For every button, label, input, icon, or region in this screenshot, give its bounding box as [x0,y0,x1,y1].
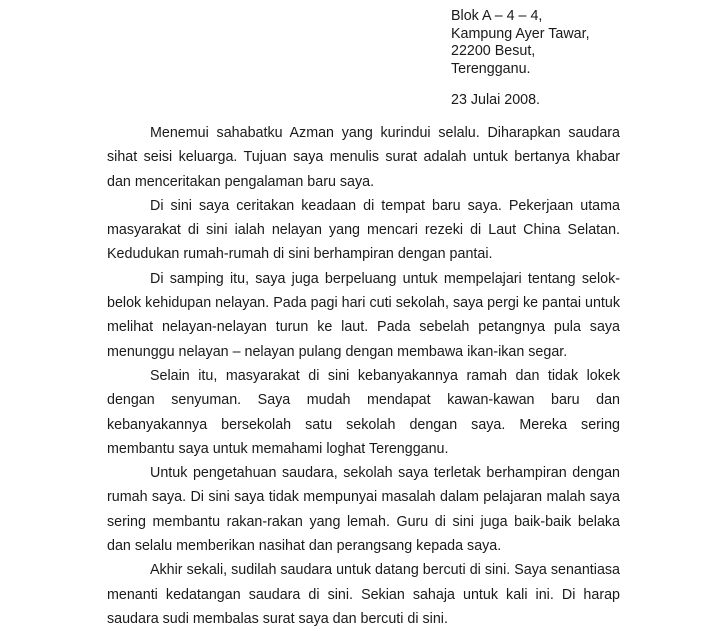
paragraph-school: Untuk pengetahuan saudara, sekolah saya terletak berhampiran dengan rumah saya. Di sini saya tidak mempunyai masalah dalam pelajaran malah saya sering membantu rakan-rakan yang lemah. Guru di sini juga baik-baik belaka dan selalu memberikan nasihat dan perangsang kepada saya. [107,465,620,555]
paragraph-closing: Akhir sekali, sudilah saudara untuk datang bercuti di sini. Saya senantiasa menanti kedatangan saudara di sini. Sekian sahaja untuk kali ini. Di harap saudara sudi membalas surat saya dan bercuti di sini. [107,562,620,627]
letter-date: 23 Julai 2008. [451,92,541,108]
paragraph-community: Selain itu, masyarakat di sini kebanyakannya ramah dan tidak lokek dengan senyuman. Saya mudah mendapat kawan-kawan baru dan kebanyakannya bersekolah satu sekolah dengan saya. Mereka sering membantu saya untuk memahami loghat Terengganu. [107,367,620,457]
address-line: Blok A – 4 – 4, [451,8,543,24]
sender-address [451,8,590,78]
address-line: 22200 Besut, [451,43,536,59]
address-line: Kampung Ayer Tawar, [451,25,590,42]
paragraph-new-place: Di sini saya ceritakan keadaan di tempat baru saya. Pekerjaan utama masyarakat di sini ialah nelayan yang mencari rezeki di Laut China Selatan. Kedudukan rumah-rumah di sini berhampiran dengan pantai. [107,197,620,263]
paragraph-fishermen: Di samping itu, saya juga berpeluang untuk mempelajari tentang selok-belok kehidupan nelayan. Pada pagi hari cuti sekolah, saya pergi ke pantai untuk melihat nelayan-nelayan turun ke laut. Pada sebelah petangnya pula saya menunggu nelayan – nelayan pulang dengan membawa ikan-ikan segar. [107,270,620,360]
paragraph-greeting: Menemui sahabatku Azman yang kurindui selalu. Diharapkan saudara sihat seisi keluarga. Tujuan saya menulis surat adalah untuk bertanya khabar dan menceritakan pengalaman baru saya. [107,125,620,190]
letter-body [107,121,620,631]
address-line: Terengganu. [451,60,531,77]
